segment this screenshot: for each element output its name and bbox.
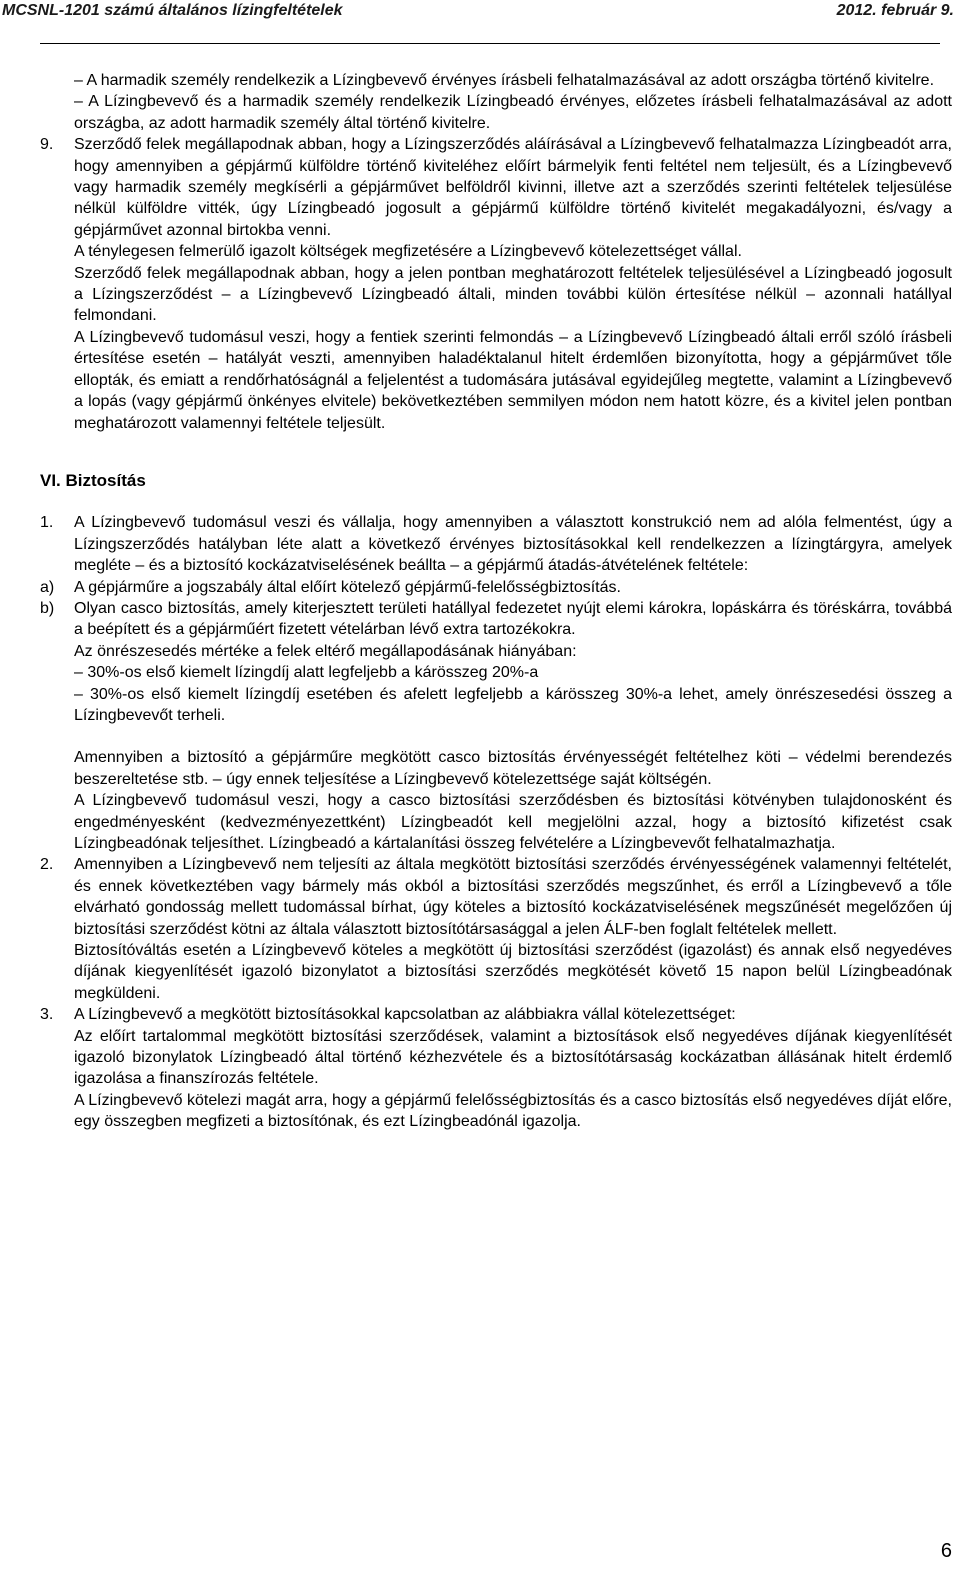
deductible-dash-2: – 30%-os első kiemelt lízingdíj esetében és afelett legfeljebb a kárösszeg 30%-a lehet, amely önrészesedési összeg a Lízingbevevőt terheli. xyxy=(74,685,952,724)
item-2-label: 2. xyxy=(40,856,54,874)
item-3-paragraph-3: A Lízingbevevő kötelezi magát arra, hogy a gépjármű felelősségbiztosítás és a casco biztosítás első negyedéves díját előre, egy összegben megfizeti a biztosítónak, és ezt Lízingbeadónál igazolja. xyxy=(74,1091,952,1131)
item-1-paragraph-1: A Lízingbevevő tudomásul veszi és vállalja, hogy amennyiben a választott konstrukció nem ad alóla felmentést, úgy a Lízingszerződés hatályban léte alatt a következő érvényes biztosításokkal kell rendelkezzen a lízingtárgyra, amelyek megléte – és a biztosító kockázatviselésének beállta – a gépjármű átadás-átvételének feltétele: xyxy=(74,514,952,575)
item-1-label: 1. xyxy=(40,514,54,532)
item-1 xyxy=(40,512,952,576)
item-2-paragraph-1: Amennyiben a Lízingbevevő nem teljesíti az általa megkötött biztosítási szerződés érvényességének valamennyi feltételét, és ennek következtében vagy bármely más okból a biztosítási szerződés megszűnhet, és erről a Lízingbevevő a tőle elvárható gondosság mellett tudomással bírhat, úgy köteles a biztosító kockázatviselésének megszűnését megelőzően új biztosítási szerződést kötni az általa választott biztosítótársasággal a jelen ÁLF-ben foglalt feltételek mellett. xyxy=(74,856,952,938)
item-1-a-label: a) xyxy=(40,578,55,596)
item-9-paragraph-2: A ténylegesen felmerülő igazolt költségek megfizetésére a Lízingbevevő kötelezettséget vállal. xyxy=(74,243,742,261)
header-divider xyxy=(40,43,940,44)
item-2-paragraph-2: Biztosítóváltás esetén a Lízingbevevő köteles a megkötött új biztosítási szerződést (igazolást) és annak első negyedéves díjának kiegyenlítését igazoló bizonylatot a biztosítási szerződés megkötését követő 15 napon belül Lízingbeadónak megküldeni. xyxy=(74,942,952,1002)
item-9-label: 9. xyxy=(40,136,54,154)
document-date: 2012. február 9. xyxy=(836,2,954,19)
deductible-dash-1: – 30%-os első kiemelt lízingdíj alatt legfeljebb a kárösszeg 20%-a xyxy=(74,664,539,682)
item-2 xyxy=(40,854,952,1004)
document-body xyxy=(40,70,952,1133)
intro-dash-2: – A Lízingbevevő és a harmadik személy rendelkezik Lízingbeadó érvényes, előzetes írásbeli felhatalmazásával az adott országba, az adott harmadik személy által történő kivitelre. xyxy=(74,93,952,132)
item-9-paragraph-4: A Lízingbevevő tudomásul veszi, hogy a fentiek szerinti felmondás – a Lízingbevevő Lízingbeadó általi erről szóló írásbeli értesítése esetén – hatályát veszti, amennyiben haladéktalanul hitelt érdemlően bizonyította, hogy a gépjárművet tőle ellopták, és emiatt a rendőrhatóságnál a feljelentést a tudomására jutásával egyidejűleg megtette, valamint a Lízingbevevő a lopás (vagy gépjármű önkényes elvitele) bekövetkeztében semmilyen módon nem hatott közre, és a kivitel jelen pontban meghatározott valamennyi feltétele teljesült. xyxy=(74,328,952,432)
item-3-label: 3. xyxy=(40,1006,54,1024)
deductible-intro: Az önrészesedés mértéke a felek eltérő megállapodásának hiányában: xyxy=(74,642,577,660)
item-1-a xyxy=(40,577,952,598)
item-1-paragraph-2: Amennyiben a biztosító a gépjárműre megkötött casco biztosítás érvényességét feltételhez köti – védelmi berendezés beszereltetése stb. – úgy ennek teljesítése a Lízingbevevő kötelezettsége saját költségén. xyxy=(74,749,952,788)
item-3-paragraph-1: A Lízingbevevő a megkötött biztosításokkal kapcsolatban az alábbiakra vállal kötelezettséget: xyxy=(74,1006,736,1024)
page-header xyxy=(0,0,960,52)
item-3-paragraph-2: Az előírt tartalommal megkötött biztosítási szerződések, valamint a biztosítások első negyedéves díjának kiegyenlítését igazoló bizonylatok Lízingbeadó által történő kézhezvétele és a biztosítótársaság kockázatban állásának hitelt érdemlő igazolása a finanszírozás feltétele. xyxy=(74,1027,952,1088)
section-heading: VI. Biztosítás xyxy=(40,470,146,490)
intro-dash-1: – A harmadik személy rendelkezik a Lízingbevevő érvényes írásbeli felhatalmazásával az adott országba történő kivitelre. xyxy=(74,72,935,89)
document-title: MCSNL-1201 számú általános lízingfeltételek xyxy=(2,2,343,19)
page-number: 6 xyxy=(940,1540,952,1562)
item-9 xyxy=(40,134,952,434)
item-1-b xyxy=(40,598,952,662)
item-9-paragraph-1: Szerződő felek megállapodnak abban, hogy a Lízingszerződés aláírásával a Lízingbevevő felhatalmazza Lízingbeadót arra, hogy amennyiben a gépjármű külföldre történő kiviteléhez előírt bármelyik fenti feltétel nem teljesült, és a Lízingbevevő vagy harmadik személy megkísérli a gépjárművet belföldről kivinni, illetve azt a szerződés szerinti feltételek teljesülése nélkül külföldre vitték, úgy Lízingbeadó jogosult a gépjármű külföldre történő kivitelét megakadályozni, és/vagy a gépjárművet azonnal birtokba venni. xyxy=(74,136,952,239)
item-1-a-text: A gépjárműre a jogszabály által előírt kötelező gépjármű-felelősségbiztosítás. xyxy=(74,578,621,596)
item-3 xyxy=(40,1004,952,1132)
item-1-b-text: Olyan casco biztosítás, amely kiterjesztett területi hatállyal fedezetet nyújt elemi károkra, lopáskárra és töréskárra, továbbá a beépített és a gépjárműért fizetett vételárban lévő extra tartozékokra. xyxy=(74,599,952,639)
item-9-paragraph-3: Szerződő felek megállapodnak abban, hogy a jelen pontban meghatározott feltételek teljesülésével a Lízingbeadó jogosult a Lízingszerződést – a Lízingbevevő Lízingbeadó általi, minden további külön értesítése nélkül – azonnali hatállyal felmondani. xyxy=(74,264,952,325)
item-1-b-label: b) xyxy=(40,599,55,617)
item-1-paragraph-3: A Lízingbevevő tudomásul veszi, hogy a casco biztosítási szerződésben és biztosítási kötvényben tulajdonosként és engedményesként (kedvezményezettként) Lízingbeadót kell megjelölni azzal, hogy a biztosító kifizetést csak Lízingbeadónak teljesíthet. Lízingbeadó a kártalanítási összeg felvételére a Lízingbevevőt felhatalmazhatja. xyxy=(74,792,952,852)
